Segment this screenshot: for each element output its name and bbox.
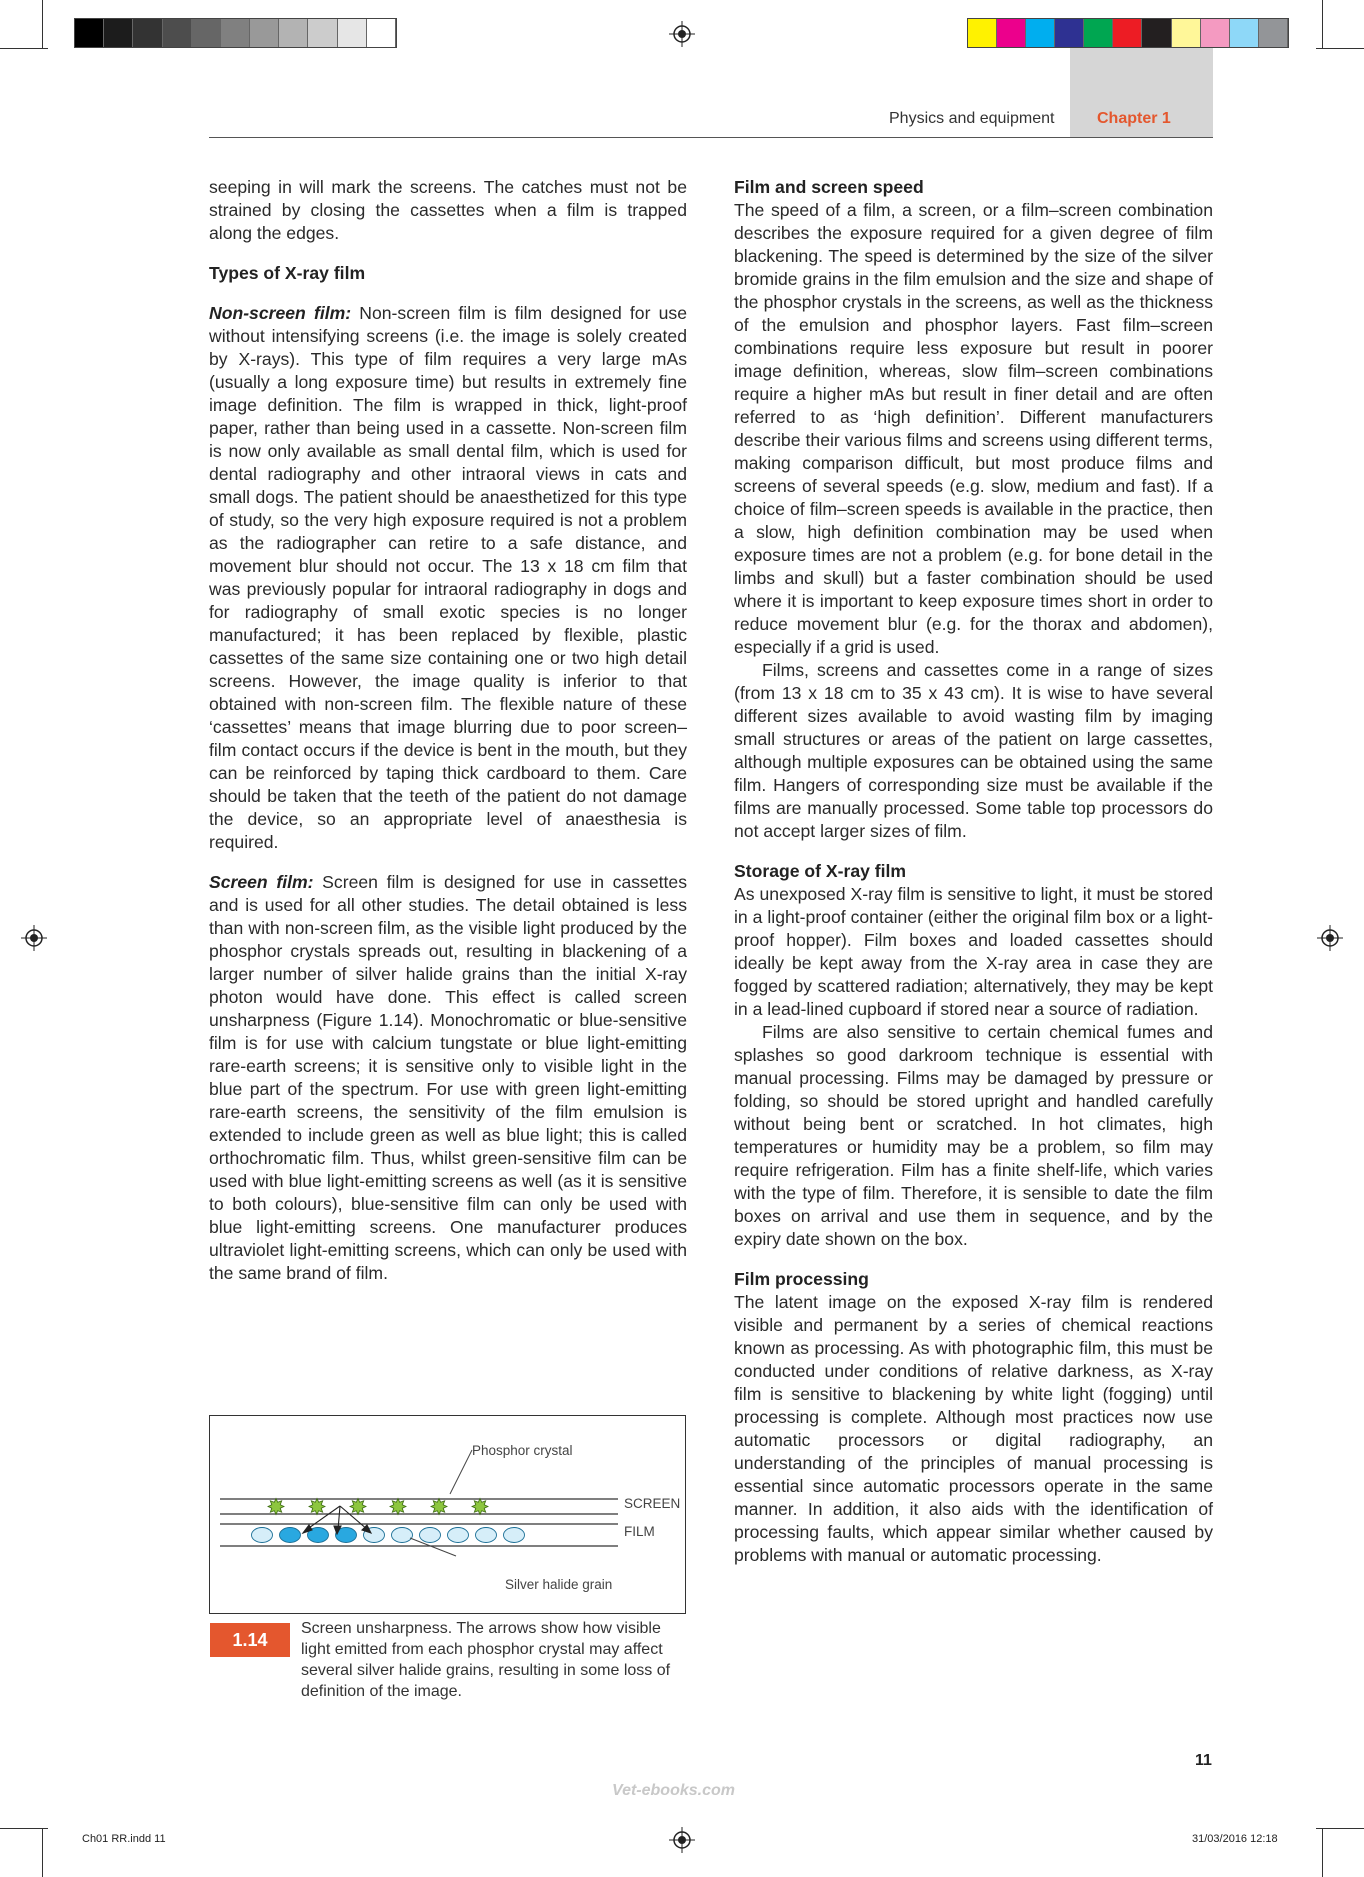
caption-text: Screen unsharpness. The arrows show how visible light emitted from each phosphor crystal may affect several silver halide grains, resulting in some loss of definition of the image.: [301, 1620, 671, 1700]
registration-mark-icon: [1317, 925, 1343, 951]
paragraph: seeping in will mark the screens. The catches must not be strained by closing the cassettes when a film is trapped along the edges.: [209, 177, 687, 243]
screen-unsharpness-diagram: [210, 1416, 685, 1613]
heading-storage: Storage of X-ray film: [734, 861, 907, 881]
registration-mark-icon: [669, 1827, 695, 1853]
lead-term: Screen film:: [209, 872, 314, 892]
swatch: [1055, 19, 1084, 47]
swatch: [1201, 19, 1230, 47]
paragraph: Films, screens and cassettes come in a range of sizes (from 13 x 18 cm to 35 x 43 cm). It is wise to have several different sizes available to avoid wasting film by imaging small structures or areas of the patient on large cassettes, although multiple exposures can be obtained using the same film. Hangers of corresponding size must be available if the films are manually processed. Some table top processors do not accept larger sizes of film.: [734, 660, 1213, 841]
swatch: [250, 19, 279, 47]
slug-left: Ch01 RR.indd 11: [82, 1833, 166, 1845]
label-screen: SCREEN: [624, 1496, 681, 1511]
heading-types-of-film: Types of X-ray film: [209, 263, 366, 283]
swatch: [1084, 19, 1113, 47]
silver-halide-grain: [280, 1528, 301, 1543]
right-column: [734, 176, 1213, 1567]
label-phosphor-crystal: Phosphor crystal: [472, 1443, 573, 1458]
crop-mark: [0, 48, 48, 49]
paragraph: As unexposed X-ray film is sensitive to light, it must be stored in a light-proof container (either the original film box or a light-proof hopper). Film boxes and loaded cassettes should ideally be kept away from the X-ray area in case they are fogged by scattered radiation; alternatively, they may be kept in a lead-lined cupboard if stored near a source of radiation.: [734, 884, 1213, 1019]
swatch: [192, 19, 221, 47]
paragraph: Films are also sensitive to certain chemical fumes and splashes so good darkroom technique is essential with manual processing. Films may be damaged by pressure or folding, so should be stored upright and handled carefully without being bent or scratched. In hot climates, high temperatures or humidity may be a problem, so film may require refrigeration. Film has a finite shelf-life, which varies with the type of film. Therefore, it is sensible to date the film boxes on arrival and use them in sequence, and by the expiry date shown on the box.: [734, 1022, 1213, 1249]
swatch: [75, 19, 104, 47]
crop-mark: [42, 0, 43, 48]
swatch: [997, 19, 1026, 47]
figure-screen-unsharpness: [209, 1415, 686, 1614]
heading-film-processing: Film processing: [734, 1269, 869, 1289]
phosphor-crystal: [390, 1499, 406, 1515]
silver-halide-grain: [448, 1528, 469, 1543]
registration-mark-icon: [669, 21, 695, 47]
swatch: [1142, 19, 1171, 47]
swatch: [1113, 19, 1142, 47]
header-rule: [209, 137, 1213, 138]
color-calibration-bar: [967, 18, 1289, 48]
phosphor-crystal: [472, 1499, 488, 1515]
silver-halide-grain: [392, 1528, 413, 1543]
silver-halide-grain: [252, 1528, 273, 1543]
paragraph: The speed of a film, a screen, or a film–screen combination describes the exposure required for a given degree of film blackening. The speed is determined by the size of the silver bromide grains in the film emulsion and the size and shape of the phosphor crystals in the screens, as well as the thickness of the emulsion and phosphor layers. Fast film–screen combinations require less exposure but result in poorer image definition, whereas, slow film–screen combinations require a higher mAs but result in finer detail and are often referred to as ‘high definition’. Different manufacturers describe their various films and screens using different terms, making comparison difficult, but most produce films and screens of several speeds (e.g. slow, medium and fast). If a choice of film–screen speeds is available in the practice, then a slow, high definition combination may be used when exposure times are not a problem (e.g. for bone detail in the limbs and skull) but a faster combination should be used where it is important to keep exposure times short in order to reduce movement blur (e.g. for the thorax and abdomen), especially if a grid is used.: [734, 200, 1213, 657]
running-header-chapter: Chapter 1: [1097, 110, 1171, 127]
crop-mark: [1322, 1828, 1323, 1877]
swatch: [1259, 19, 1288, 47]
running-header-section: Physics and equipment: [889, 110, 1055, 127]
paragraph: [209, 871, 687, 1285]
swatch: [221, 19, 250, 47]
silver-halide-grain: [420, 1528, 441, 1543]
phosphor-crystal: [309, 1499, 325, 1515]
swatch: [338, 19, 367, 47]
swatch: [1172, 19, 1201, 47]
phosphor-crystal: [268, 1499, 284, 1515]
heading-film-screen-speed: Film and screen speed: [734, 177, 924, 197]
figure-number-badge: 1.14: [210, 1623, 290, 1657]
phosphor-crystal: [350, 1499, 366, 1515]
crop-mark: [1322, 0, 1323, 48]
silver-halide-grain: [504, 1528, 525, 1543]
phosphor-leader-line: [450, 1450, 472, 1494]
swatch: [968, 19, 997, 47]
paragraph: The latent image on the exposed X-ray film is rendered visible and permanent by a series of chemical reactions known as processing. As with photographic film, this must be conducted under conditions of relative darkness, as X-ray film is sensitive to blackening by white light (fogging) until processing is complete. Although most practices now use automatic processors or digital radiography, an understanding of the principles of manual processing is essential since automatic processors operate in the same manner. In addition, it also aids with the identification of processing faults, which appear similar whether caused by problems with manual or automatic processing.: [734, 1292, 1213, 1565]
swatch: [279, 19, 308, 47]
crop-mark: [1316, 1828, 1364, 1829]
paragraph: [209, 302, 687, 854]
registration-mark-icon: [21, 925, 47, 951]
page-number: 11: [1195, 1752, 1212, 1769]
phosphor-crystal: [431, 1499, 447, 1515]
slug-right: 31/03/2016 12:18: [1192, 1833, 1278, 1845]
swatch: [133, 19, 162, 47]
crop-mark: [42, 1828, 43, 1877]
paragraph-text: Screen film is designed for use in cassettes and is used for all other studies. The detail obtained is less than with non-screen film, as the visible light produced by the phosphor crystals spreads out, resulting in blackening of a larger number of silver halide grains than the initial X-ray photon would have done. This effect is called screen unsharpness (Figure 1.14). Monochromatic or blue-sensitive film is for use with calcium tungstate or blue light-emitting rare-earth screens; it is sensitive only to visible light in the blue part of the spectrum. For use with green light-emitting rare-earth screens, the sensitivity of the film emulsion is extended to include green as well as blue light; this is called orthochromatic film. Thus, whilst green-sensitive film can be used with blue light-emitting screens as well (as it is sensitive to both colours), blue-sensitive film can only be used with blue light-emitting screens. One manufacturer produces ultraviolet light-emitting screens, which can only be used with the same brand of film.: [209, 872, 687, 1283]
lead-term: Non-screen film:: [209, 303, 352, 323]
swatch: [163, 19, 192, 47]
crop-mark: [0, 1828, 48, 1829]
paragraph-text: Non-screen film is film designed for use without intensifying screens (i.e. the image is solely created by X-rays). This type of film requires a very large mAs (usually a long exposure time) but results in extremely fine image definition. The film is wrapped in thick, light-proof paper, rather than being used in a cassette. Non-screen film is now only available as small dental film, which is used for dental radiography and other intraoral views in cats and small dogs. The patient should be anaesthetized for this type of study, so the very high exposure required is not a problem as the radiographer can retire to a safe distance, and movement blur should not occur. The 13 x 18 cm film that was previously popular for intraoral radiography in dogs and for radiography of small exotic species is no longer manufactured; it has been replaced by flexible, plastic cassettes of the same size containing one or two high detail screens. However, the image quality is inferior to that obtained with non-screen film. The flexible nature of these ‘cassettes’ means that image blurring due to poor screen–film contact occurs if the device is bent in the mouth, but they can be reinforced by taping thick cardboard to them. Care should be taken that the teeth of the patient do not damage the device, so an appropriate level of anaesthesia is required.: [209, 303, 687, 852]
swatch: [1026, 19, 1055, 47]
swatch: [367, 19, 396, 47]
label-silver-halide-grain: Silver halide grain: [505, 1577, 613, 1592]
left-column: [209, 176, 687, 1285]
crop-mark: [1316, 48, 1364, 49]
swatch: [308, 19, 337, 47]
swatch: [104, 19, 133, 47]
gray-calibration-bar: [74, 18, 397, 48]
figure-caption: [209, 1618, 689, 1702]
label-film: FILM: [624, 1524, 655, 1539]
silver-halide-grain: [476, 1528, 497, 1543]
swatch: [1230, 19, 1259, 47]
watermark-logo: Vet-ebooks.com: [612, 1782, 735, 1799]
